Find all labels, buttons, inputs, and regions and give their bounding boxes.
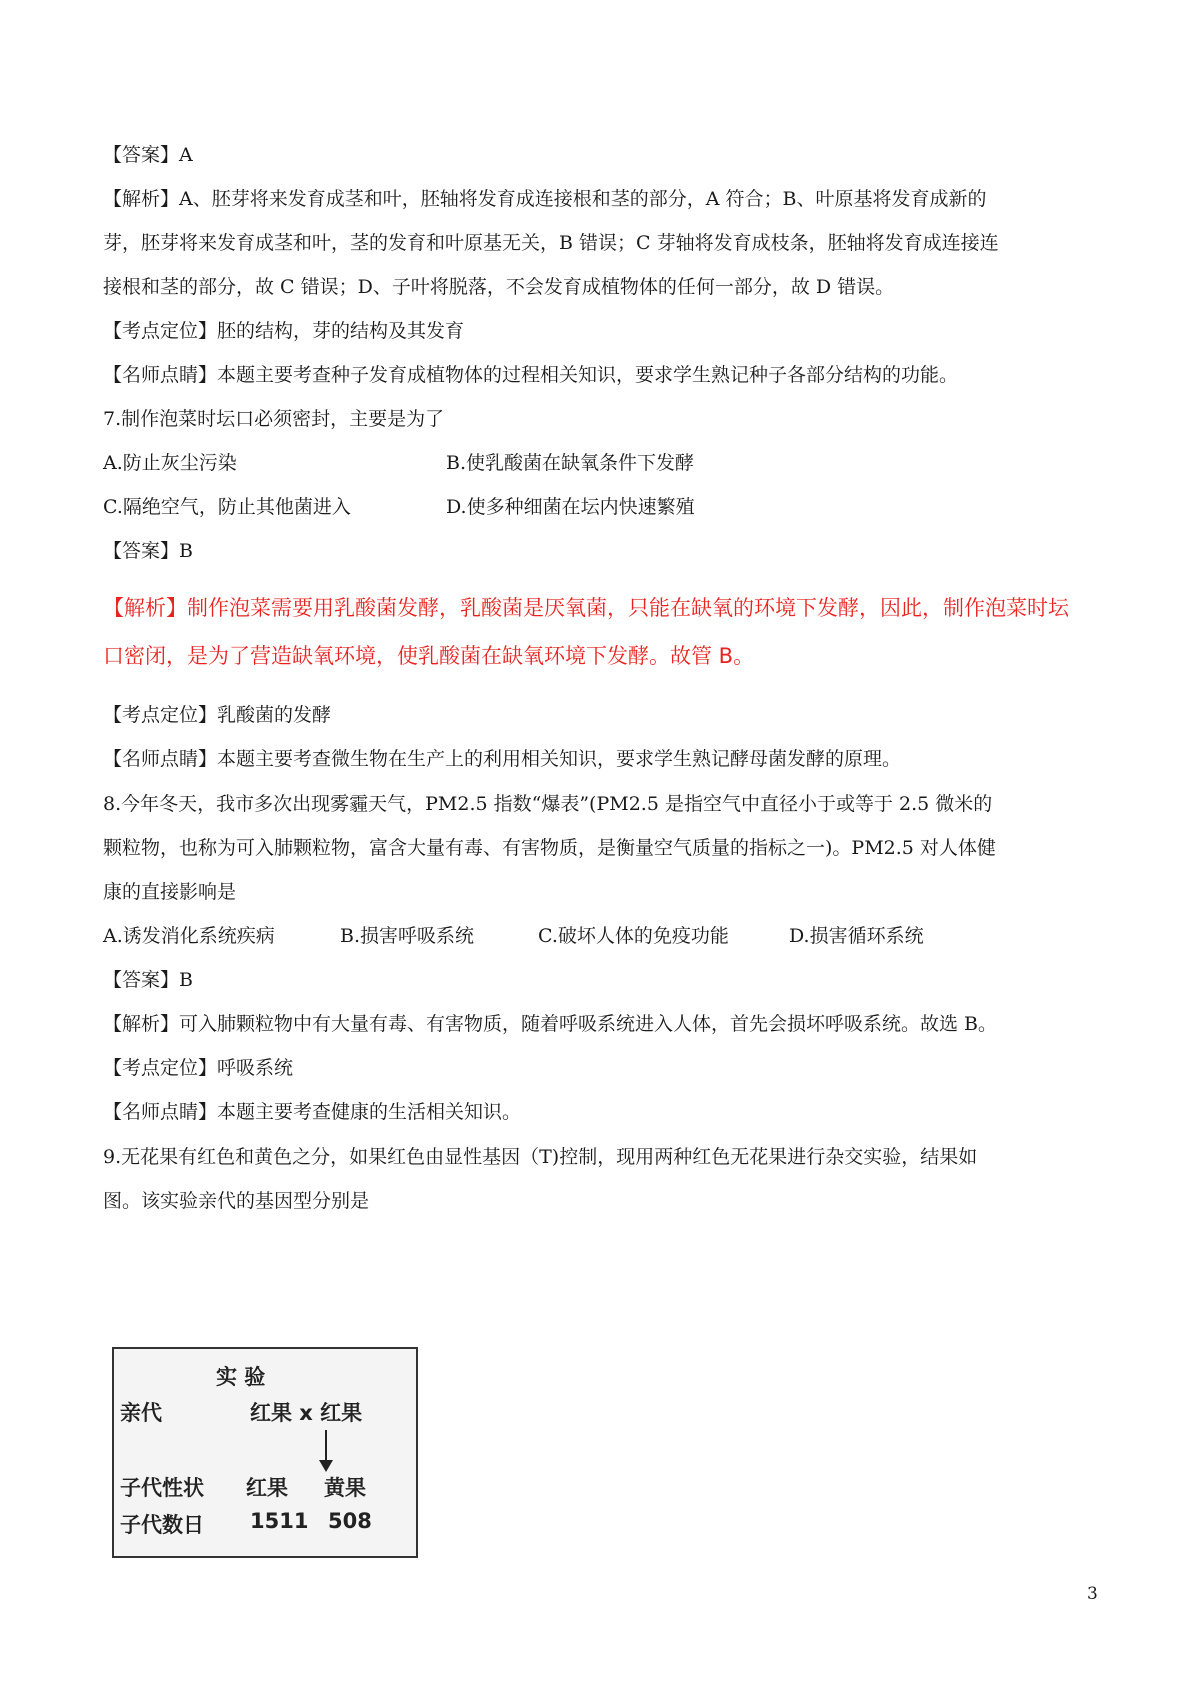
q8-stem-line-3: 康的直接影响是 [103,881,237,903]
q7-option-a: A.防止灰尘污染 [103,452,237,474]
q8-option-b: B.损害呼吸系统 [340,925,475,947]
cross-arrow-head [319,1460,333,1472]
parent-cross: 红果 x 红果 [250,1401,363,1425]
q8-teacher-comment: 【名师点睛】本题主要考查健康的生活相关知识。 [103,1101,522,1123]
q7-teacher-comment: 【名师点睛】本题主要考查微生物在生产上的利用相关知识，要求学生熟记酵母菌发酵的原理。 [103,748,902,770]
q9-stem-line-2: 图。该实验亲代的基因型分别是 [103,1190,370,1212]
q6-knowledge-point: 【考点定位】胚的结构，芽的结构及其发育 [103,320,465,342]
q8-stem-line-1: 8.今年冬天，我市多次出现雾霾天气，PM2.5 指数“爆表”(PM2.5 是指空气中直径小于或等于 2.5 微米的 [103,793,993,815]
q7-analysis-line-1: 【解析】制作泡菜需要用乳酸菌发酵，乳酸菌是厌氧菌，只能在缺氧的环境下发酵，因此，制作泡菜时坛 [103,596,1069,620]
q8-stem-line-2: 颗粒物，也称为可入肺颗粒物，富含大量有毒、有害物质，是衡量空气质量的指标之一)。PM2.5 对人体健 [103,837,996,859]
parent-label: 亲代 [120,1401,162,1425]
offspring-trait-red: 红果 [246,1476,288,1500]
q9-stem-line-1: 9.无花果有红色和黄色之分，如果红色由显性基因（T)控制，现用两种红色无花果进行杂交实验，结果如 [103,1146,978,1168]
q7-answer: 【答案】B [103,540,193,562]
q8-option-c: C.破坏人体的免疫功能 [538,925,729,947]
q7-option-b: B.使乳酸菌在缺氧条件下发酵 [446,452,695,474]
offspring-trait-label: 子代性状 [120,1476,204,1500]
q6-analysis-line-1: 【解析】A、胚芽将来发育成茎和叶，胚轴将发育成连接根和茎的部分，A 符合；B、叶原基将发育成新的 [103,188,987,210]
offspring-count-red: 1511 [250,1509,309,1533]
q6-analysis-line-2: 芽，胚芽将来发育成茎和叶，茎的发育和叶原基无关，B 错误；C 芽轴将发育成枝条，胚轴将发育成连接连 [103,232,999,254]
q7-option-d: D.使多种细菌在坛内快速繁殖 [446,496,695,518]
offspring-count-yellow: 508 [328,1509,372,1533]
q8-answer: 【答案】B [103,969,193,991]
q6-analysis-line-3: 接根和茎的部分，故 C 错误；D、子叶将脱落，不会发育成植物体的任何一部分，故 D 错误。 [103,276,895,298]
offspring-trait-yellow: 黄果 [324,1476,366,1500]
q8-option-d: D.损害循环系统 [789,925,924,947]
q7-stem: 7.制作泡菜时坛口必须密封，主要是为了 [103,408,445,430]
q8-analysis: 【解析】可入肺颗粒物中有大量有毒、有害物质，随着呼吸系统进入人体，首先会损坏呼吸系统。故选 B。 [103,1013,998,1035]
offspring-count-label: 子代数日 [120,1513,204,1537]
figure-title: 实 验 [216,1365,266,1389]
q6-teacher-comment: 【名师点睛】本题主要考查种子发育成植物体的过程相关知识，要求学生熟记种子各部分结构的功能。 [103,364,959,386]
page-number: 3 [1087,1584,1098,1604]
q6-answer: 【答案】A [103,144,193,166]
cross-arrow-shaft [325,1430,327,1464]
q7-option-c: C.隔绝空气，防止其他菌进入 [103,496,351,518]
q7-analysis-line-2: 口密闭，是为了营造缺氧环境，使乳酸菌在缺氧环境下发酵。故管 B。 [103,644,755,668]
q8-option-a: A.诱发消化系统疾病 [103,925,275,947]
q7-knowledge-point: 【考点定位】乳酸菌的发酵 [103,704,332,726]
q8-knowledge-point: 【考点定位】呼吸系统 [103,1057,294,1079]
